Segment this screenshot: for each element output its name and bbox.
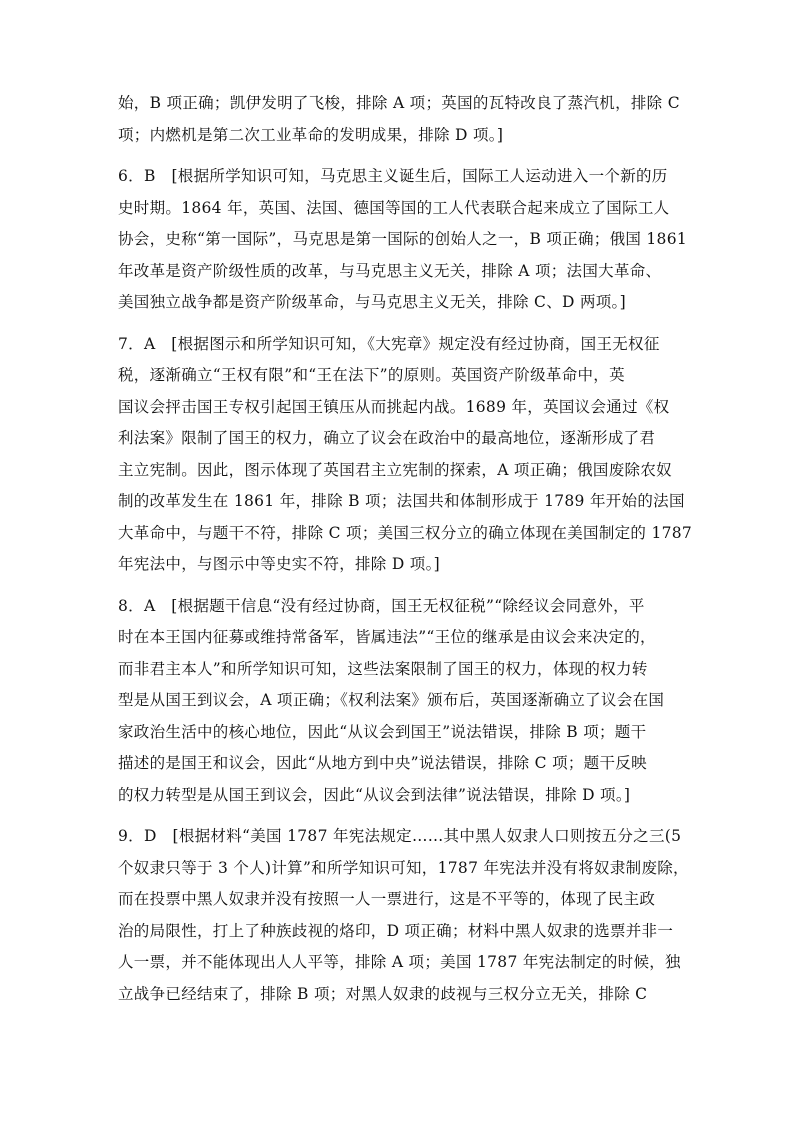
text-line: 大革命中，与题干不符，排除 C 项；美国三权分立的确立体现在美国制定的 1787 <box>118 523 693 542</box>
answer-7-line: 7．A [根据图示和所学知识可知，《大宪章》规定没有经过协商，国王无权征 <box>118 334 660 353</box>
text-line: 税，逐渐确立“王权有限”和“王在法下”的原则。英国资产阶级革命中，英 <box>118 366 625 384</box>
text-line: 型是从国王到议会，A 项正确；《权利法案》颁布后，英国逐渐确立了议会在国 <box>118 691 665 709</box>
text-line: 项；内燃机是第二次工业革命的发明成果，排除 D 项。] <box>118 125 504 144</box>
text-line: 描述的是国王和议会，因此“从地方到中央”说法错误，排除 C 项；题干反映 <box>118 754 647 772</box>
text-line: 而非君主本人”和所学知识可知，这些法案限制了国王的权力，体现的权力转 <box>118 659 648 678</box>
text-line: 协会，史称“第一国际”，马克思是第一国际的创始人之一，B 项正确；俄国 1861 <box>118 230 688 248</box>
text-line: 利法案》限制了国王的权力，确立了议会在政治中的最高地位，逐渐形成了君 <box>118 429 656 447</box>
text-line: 年改革是资产阶级性质的改革，与马克思主义无关，排除 A 项；法国大革命、 <box>118 261 662 280</box>
text-line: 人一票，并不能体现出人人平等，排除 A 项；美国 1787 年宪法制定的时候，独 <box>118 953 681 971</box>
text-line: 家政治生活中的核心地位，因此“从议会到国王”说法错误，排除 B 项；题干 <box>118 722 647 741</box>
text-line: 个奴隶只等于 3 个人)计算”和所学知识可知，1787 年宪法并没有将奴隶制废除， <box>118 858 689 877</box>
answer-page <box>118 93 693 1015</box>
text-line: 制的改革发生在 1861 年，排除 B 项；法国共和体制形成于 1789 年开始的法国 <box>118 492 685 510</box>
text-line: 年宪法中，与图示中等史实不符，排除 D 项。] <box>118 555 440 573</box>
text-line: 国议会抨击国王专权引起国王镇压从而挑起内战。1689 年，英国议会通过《权 <box>118 397 670 416</box>
answer-9-line: 9．D [根据材料“美国 1787 年宪法规定……其中黑人奴隶人口则按五分之三(5 <box>118 827 682 845</box>
text-line: 治的局限性，打上了种族歧视的烙印，D 项正确；材料中黑人奴隶的选票并非一 <box>118 921 674 940</box>
text-line: 主立宪制。因此，图示体现了英国君主立宪制的探索，A 项正确；俄国废除农奴 <box>118 460 672 479</box>
text-line: 时在本王国内征募或维持常备军，皆属违法”“王位的继承是由议会来决定的， <box>118 628 656 646</box>
text-line: 史时期。1864 年，英国、法国、德国等国的工人代表联合起来成立了国际工人 <box>118 198 670 217</box>
answer-6-line: 6．B [根据所学知识可知，马克思主义诞生后，国际工人运动进入一个新的历 <box>118 167 668 185</box>
text-line: 始，B 项正确；凯伊发明了飞梭，排除 A 项；英国的瓦特改良了蒸汽机，排除 C <box>118 94 680 112</box>
answer-8-line: 8．A [根据题干信息“没有经过协商，国王无权征税”“除经议会同意外，平 <box>118 596 645 615</box>
text-line: 美国独立战争都是资产阶级革命，与马克思主义无关，排除 C、D 两项。] <box>118 293 626 311</box>
text-line: 立战争已经结束了，排除 B 项；对黑人奴隶的歧视与三权分立无关，排除 C <box>118 984 648 1003</box>
text-line: 而在投票中黑人奴隶并没有按照一人一票进行，这是不平等的，体现了民主政 <box>118 890 656 908</box>
text-line: 的权力转型是从国王到议会，因此“从议会到法律”说法错误，排除 D 项。] <box>118 785 631 804</box>
